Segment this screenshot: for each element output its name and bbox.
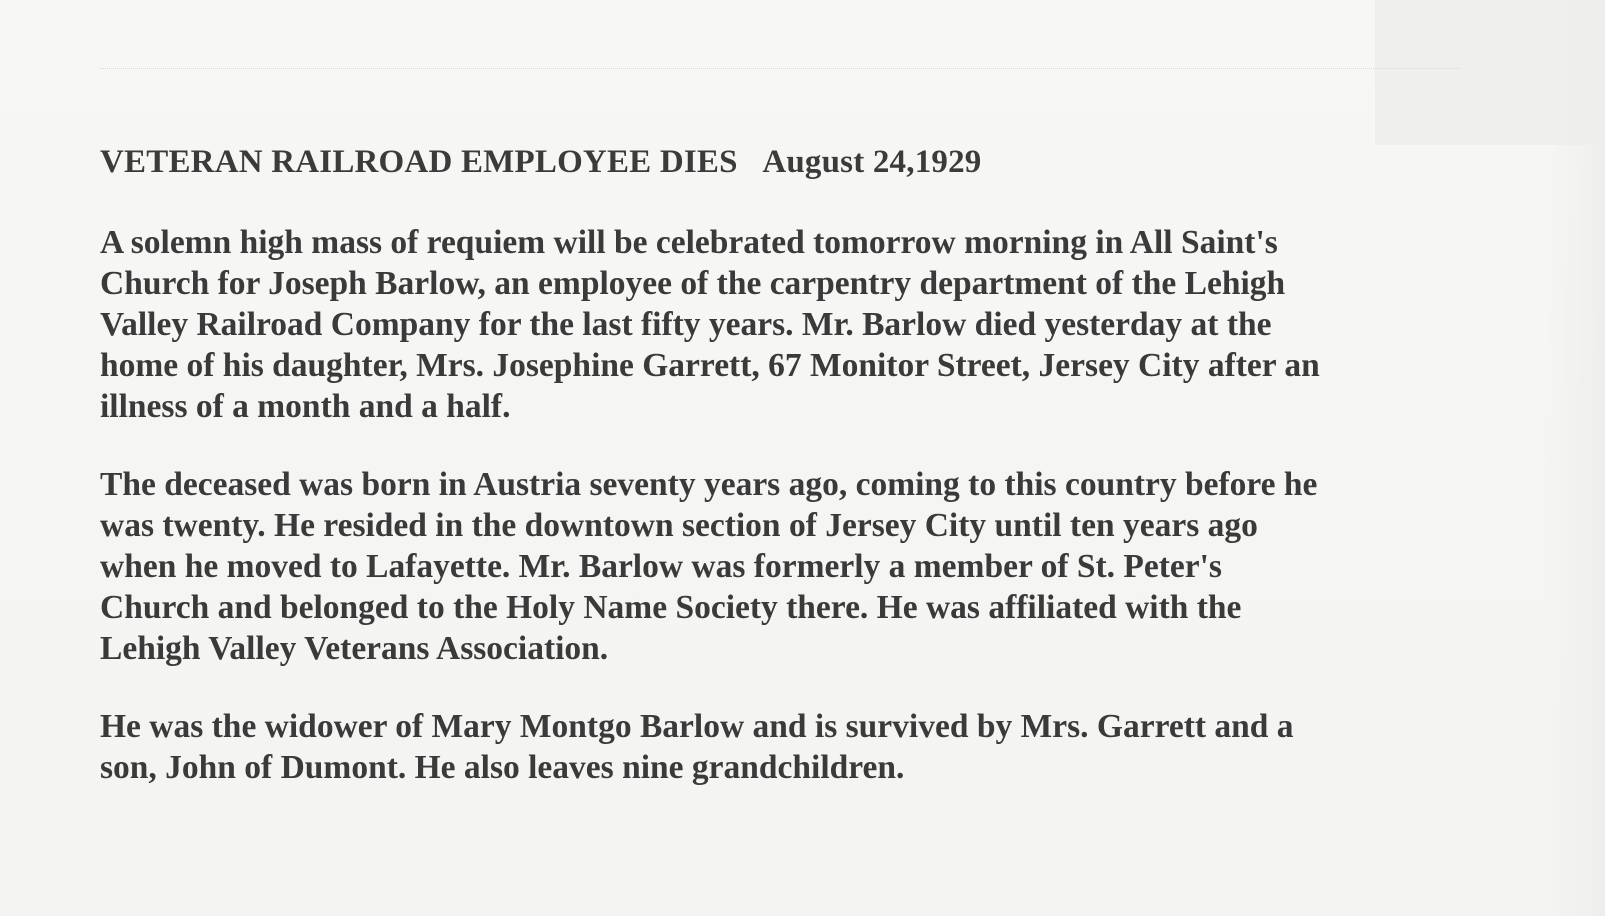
paragraph-1 (100, 222, 1520, 427)
paragraph-3 (100, 706, 1520, 788)
paragraph-line: son, John of Dumont. He also leaves nine grandchildren. (100, 749, 905, 786)
paragraph-line: Church for Joseph Barlow, an employee of the carpentry department of the Lehigh (100, 265, 1286, 302)
headline (100, 144, 982, 181)
paragraph-2 (100, 464, 1520, 669)
paragraph-line: A solemn high mass of requiem will be celebrated tomorrow morning in All Saint's (100, 224, 1278, 261)
scan-shadow-edge (1545, 0, 1605, 916)
dotted-rule (100, 68, 1460, 69)
paragraph-line: He was the widower of Mary Montgo Barlow and is survived by Mrs. Garrett and a (100, 708, 1294, 745)
paragraph-line: when he moved to Lafayette. Mr. Barlow was formerly a member of St. Peter's (100, 548, 1222, 585)
paragraph-line: home of his daughter, Mrs. Josephine Garrett, 67 Monitor Street, Jersey City after an (100, 347, 1320, 384)
paragraph-line: Lehigh Valley Veterans Association. (100, 630, 609, 667)
paragraph-line: illness of a month and a half. (100, 388, 511, 425)
paragraph-line: was twenty. He resided in the downtown section of Jersey City until ten years ago (100, 507, 1258, 544)
article-body (100, 222, 1520, 825)
paragraph-line: Church and belonged to the Holy Name Society there. He was affiliated with the (100, 589, 1242, 626)
headline-title: VETERAN RAILROAD EMPLOYEE DIES (100, 144, 738, 180)
paragraph-line: Valley Railroad Company for the last fifty years. Mr. Barlow died yesterday at the (100, 306, 1272, 343)
paragraph-line: The deceased was born in Austria seventy years ago, coming to this country before he (100, 466, 1318, 503)
headline-date: August 24,1929 (762, 144, 982, 180)
